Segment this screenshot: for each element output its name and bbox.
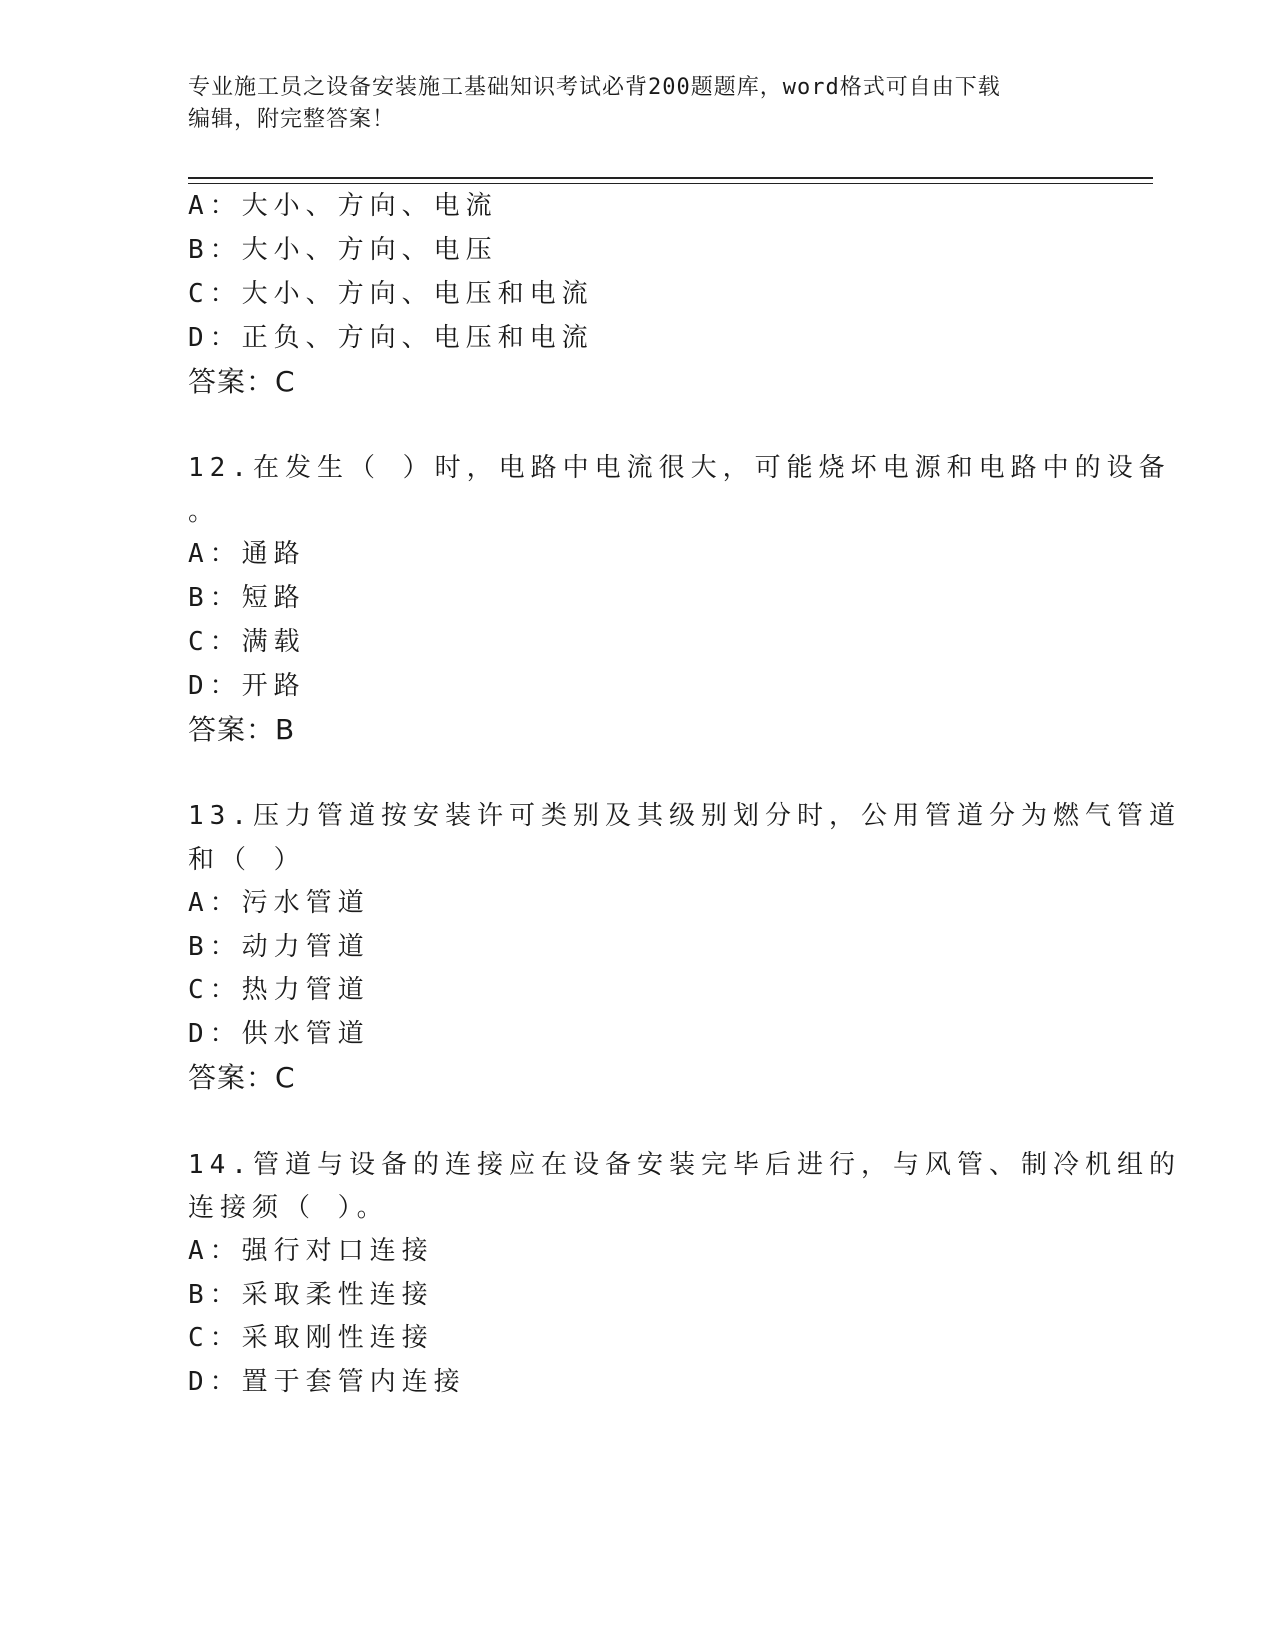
q12-option-a: A：通路	[188, 539, 306, 569]
q14-question-text-continued: 连接须（ ）。	[188, 1193, 389, 1223]
q13-option-d: D：供水管道	[188, 1019, 370, 1049]
q13-option-b: B：动力管道	[188, 932, 370, 962]
q14-option-a: A：强行对口连接	[188, 1236, 434, 1266]
header-divider-thick	[188, 177, 1153, 179]
q14-question-text: 14.管道与设备的连接应在设备安装完毕后进行，与风管、制冷机组的	[188, 1150, 1181, 1180]
header-title-line-2: 编辑，附完整答案！	[188, 107, 396, 132]
q14-option-c: C：采取刚性连接	[188, 1323, 434, 1353]
q12-question-text-continued: 。	[188, 497, 221, 527]
q12-option-b: B：短路	[188, 583, 306, 613]
q13-question-text-continued: 和（ ）	[188, 845, 306, 875]
q12-question-text: 12.在发生（ ）时，电路中电流很大，可能烧坏电源和电路中的设备	[188, 453, 1171, 483]
q14-option-d: D：置于套管内连接	[188, 1367, 466, 1397]
q11-option-b: B：大小、方向、电压	[188, 235, 498, 265]
q12-option-d: D：开路	[188, 671, 306, 701]
q11-option-d: D：正负、方向、电压和电流	[188, 323, 594, 353]
q14-option-b: B：采取柔性连接	[188, 1280, 434, 1310]
q13-option-a: A：污水管道	[188, 888, 370, 918]
q13-answer: 答案：C	[188, 1061, 296, 1094]
header-title-line-1: 专业施工员之设备安装施工基础知识考试必背200题题库，word格式可自由下载	[188, 75, 1001, 100]
q12-option-c: C：满载	[188, 627, 306, 657]
q13-option-c: C：热力管道	[188, 975, 370, 1005]
header-divider-thin	[188, 183, 1153, 184]
document-header	[188, 72, 1088, 136]
q11-option-a: A：大小、方向、电流	[188, 191, 498, 221]
q11-option-c: C：大小、方向、电压和电流	[188, 279, 594, 309]
q13-question-text: 13.压力管道按安装许可类别及其级别划分时，公用管道分为燃气管道	[188, 801, 1181, 831]
q12-answer: 答案：B	[188, 713, 296, 746]
q11-answer: 答案：C	[188, 365, 296, 398]
